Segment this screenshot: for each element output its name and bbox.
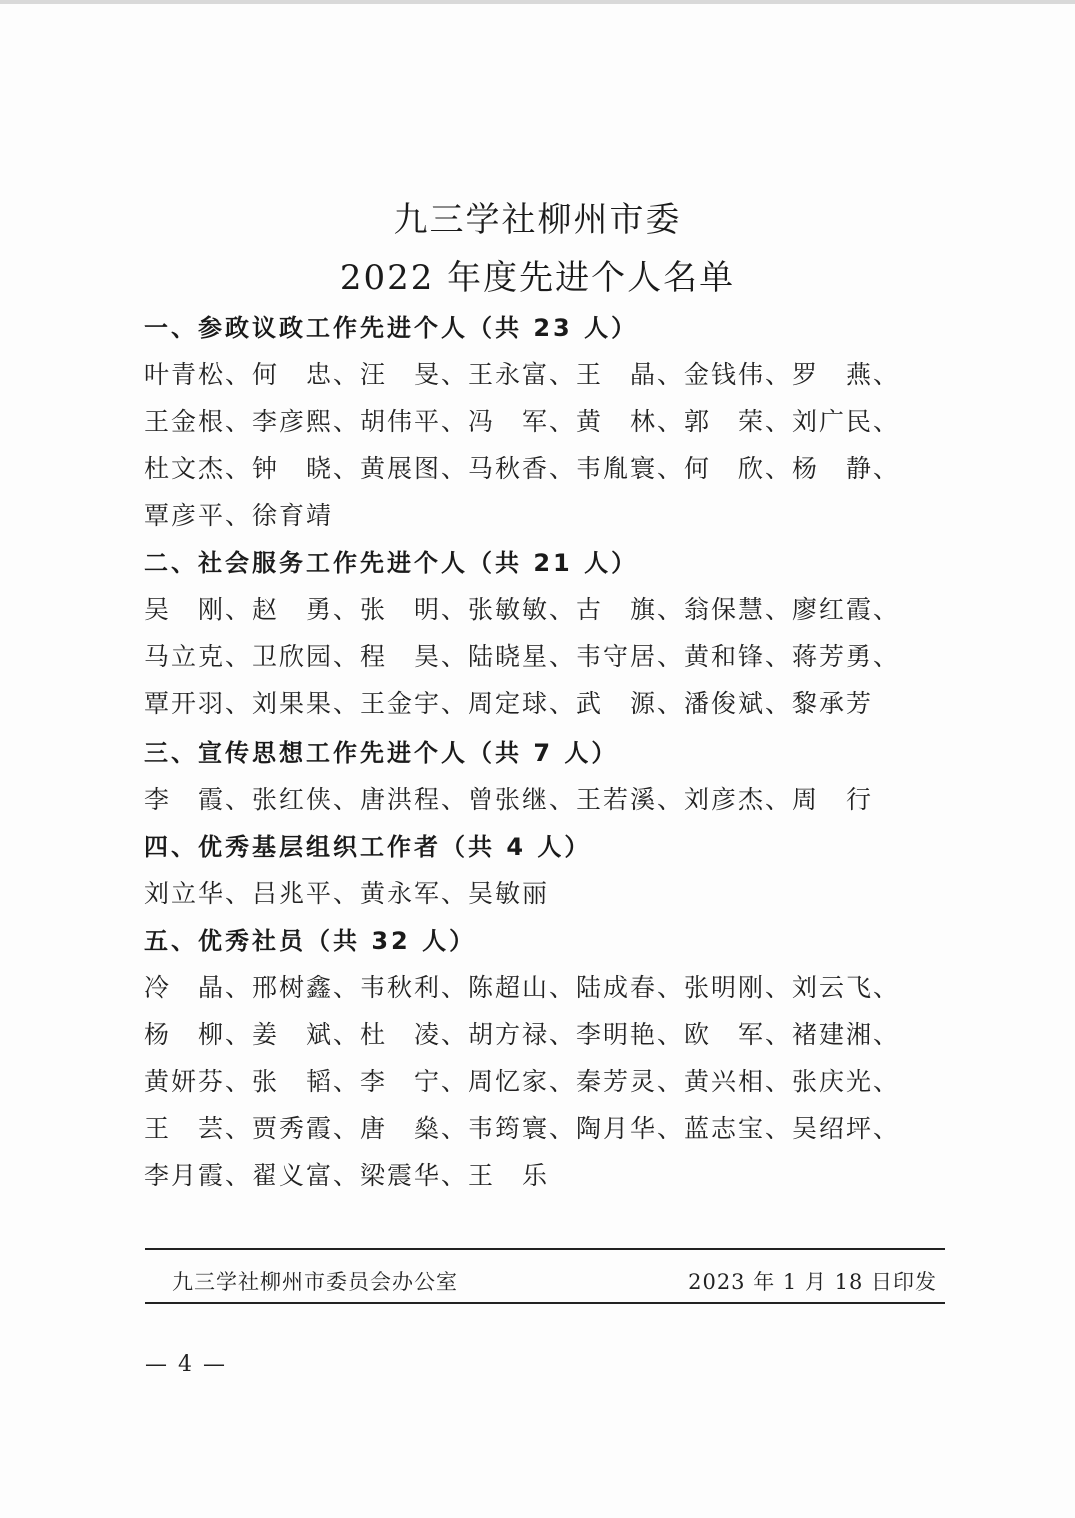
name-list-line: 叶青松、何 忠、汪 旻、王永富、王 晶、金钱伟、罗 燕、	[144, 360, 901, 389]
section-heading: 五、优秀社员（共 32 人）	[144, 927, 477, 955]
section-heading: 四、优秀基层组织工作者（共 4 人）	[144, 833, 592, 861]
section-publicity	[144, 730, 944, 823]
name-list-line: 杨 柳、姜 斌、杜 凌、胡方禄、李明艳、欧 军、褚建湘、	[144, 1020, 901, 1049]
section-heading: 三、宣传思想工作先进个人（共 7 人）	[144, 739, 619, 767]
name-list-line: 覃彦平、徐育靖	[144, 501, 334, 530]
name-list-line: 杜文杰、钟 晓、黄展图、马秋香、韦胤寰、何 欣、杨 静、	[144, 454, 901, 483]
section-outstanding-members	[144, 918, 944, 1199]
section-heading: 一、参政议政工作先进个人（共 23 人）	[144, 314, 639, 342]
name-list-line: 刘立华、吕兆平、黄永军、吴敏丽	[144, 879, 550, 908]
section-social-service	[144, 540, 944, 727]
section-grassroots-organization	[144, 824, 944, 917]
section-political-participation	[144, 305, 944, 539]
name-list-line: 马立克、卫欣园、程 昊、陆晓星、韦守居、黄和锋、蒋芳勇、	[144, 642, 901, 671]
name-list-line: 黄妍芬、张 韬、李 宁、周忆家、秦芳灵、黄兴相、张庆光、	[144, 1067, 901, 1096]
page-number: — 4 —	[145, 1352, 227, 1377]
section-heading: 二、社会服务工作先进个人（共 21 人）	[144, 549, 639, 577]
footer-issue-date: 2023 年 1 月 18 日印发	[688, 1270, 937, 1294]
name-list-line: 冷 晶、邢树鑫、韦秋利、陈超山、陆成春、张明刚、刘云飞、	[144, 973, 901, 1002]
name-list-line: 李月霞、翟义富、梁震华、王 乐	[144, 1161, 550, 1190]
document-title-line-2: 2022 年度先进个人名单	[339, 258, 736, 298]
name-list-line: 覃开羽、刘果果、王金宇、周定球、武 源、潘俊斌、黎承芳	[144, 689, 874, 718]
name-list-line: 李 霞、张红侠、唐洪程、曾张继、王若溪、刘彦杰、周 行	[144, 785, 874, 814]
footer-issuer: 九三学社柳州市委员会办公室	[172, 1270, 458, 1294]
name-list-line: 吴 刚、赵 勇、张 明、张敏敏、古 旗、翁保慧、廖红霞、	[144, 595, 901, 624]
document-title-line-1: 九三学社柳州市委	[393, 200, 682, 240]
name-list-line: 王金根、李彦熙、胡伟平、冯 军、黄 林、郭 荣、刘广民、	[144, 407, 901, 436]
name-list-line: 王 芸、贾秀霞、唐 燊、韦筠寰、陶月华、蓝志宝、吴绍坪、	[144, 1114, 901, 1143]
footer-bottom-rule	[145, 1302, 945, 1304]
footer-top-rule	[145, 1248, 945, 1250]
